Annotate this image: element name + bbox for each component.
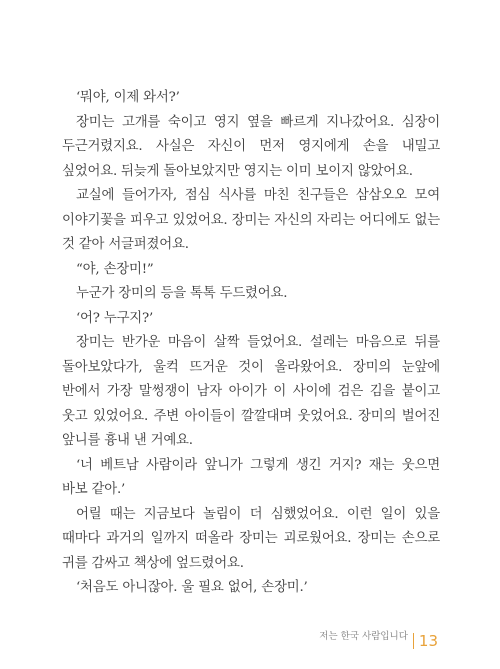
paragraph: 장미는 고개를 숙이고 영지 옆을 빠르게 지나갔어요. 심장이 두근거렸지요. 사실은 자신이 먼저 영지에게 손을 내밀고 싶었어요. 뒤늦게 돌아보았지만 영지는 이미 보이지 않았어요.	[62, 114, 440, 179]
paragraph: ‘뭐야, 이제 와서?’	[76, 90, 180, 105]
page-number: 13	[413, 633, 438, 649]
paragraph: 교실에 들어가자, 점심 식사를 마친 친구들은 삼삼오오 모여 이야기꽃을 피우고 있었어요. 장미는 자신의 자리는 어디에도 없는 것 같아 서글퍼졌어요.	[62, 188, 440, 252]
running-title: 저는 한국 사람입니다	[319, 631, 408, 642]
paragraph: ‘너 베트남 사람이라 앞니가 그렇게 생긴 거지? 재는 웃으면 바보 같아.’	[62, 457, 440, 497]
paragraph: ‘어? 누구지?’	[76, 310, 154, 326]
paragraph: 누군가 장미의 등을 톡톡 두드렸어요.	[76, 286, 288, 301]
paragraph: “야, 손장미!”	[76, 261, 154, 277]
body-text	[62, 86, 440, 601]
paragraph: 어릴 때는 지금보다 놀림이 더 심했었어요. 이런 일이 있을 때마다 과거의 일까지 떠올라 장미는 괴로웠어요. 장미는 손으로 귀를 감싸고 책상에 엎드렸어요.	[62, 506, 440, 571]
paragraph: 장미는 반가운 마음이 살짝 들었어요. 설레는 마음으로 뒤를 돌아보았다가, 울컥 뜨거운 것이 올라왔어요. 장미의 눈앞에 반에서 가장 말썽쟁이 남자 아이가 이 사이에 검은 김을 붙이고 웃고 있었어요. 주변 아이들이 깔깔대며 웃었어요. 장미의 벌어진 앞니를 흉내 낸 거예요.	[62, 335, 440, 448]
paragraph: ‘처음도 아니잖아. 울 필요 없어, 손장미.’	[76, 580, 308, 595]
page-footer	[319, 631, 438, 649]
